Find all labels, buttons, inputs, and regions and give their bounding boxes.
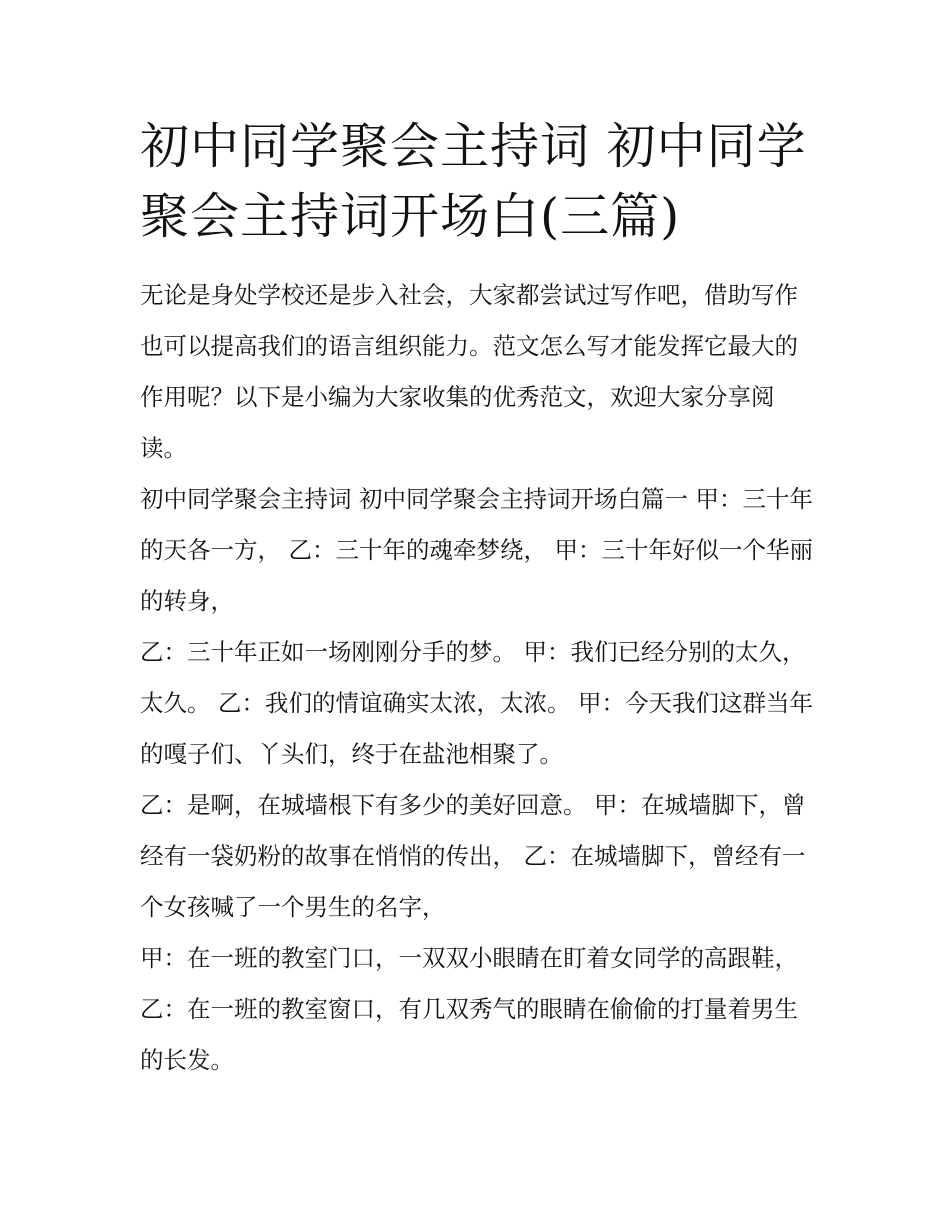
- document-title: [140, 112, 820, 252]
- paragraph-3: 乙：是啊，在城墙根下有多少的美好回意。 甲：在城墙脚下，曾经有一袋奶粉的故事在悄悄的传出， 乙：在城墙脚下，曾经有一个女孩喊了一个男生的名字，: [140, 791, 806, 921]
- paragraph-intro: 无论是身处学校还是步入社会，大家都尝试过写作吧，借助写作也可以提高我们的语言组织能力。范文怎么写才能发挥它最大的作用呢？以下是小编为大家收集的优秀范文，欢迎大家分享阅读。: [140, 281, 798, 462]
- paragraph-1: 初中同学聚会主持词 初中同学聚会主持词开场白篇一 甲：三十年的天各一方， 乙：三十年的魂牵梦绕， 甲：三十年好似一个华丽的转身，: [140, 485, 813, 615]
- paragraph-4: 甲：在一班的教室门口，一双双小眼睛在盯着女同学的高跟鞋， 乙：在一班的教室窗口，有几双秀气的眼睛在偷偷的打量着男生的长发。: [140, 944, 798, 1074]
- title-line-1: 初中同学聚会主持词 初中同学: [140, 118, 807, 175]
- document-body: [140, 270, 820, 1086]
- document-page: [140, 112, 820, 1086]
- paragraph-2: 乙：三十年正如一场刚刚分手的梦。 甲：我们已经分别的太久，太久。 乙：我们的情谊确实太浓，太浓。 甲：今天我们这群当年的嘎子们、丫头们，终于在盐池相聚了。: [140, 638, 813, 768]
- title-line-2: 聚会主持词开场白(三篇): [140, 188, 681, 245]
